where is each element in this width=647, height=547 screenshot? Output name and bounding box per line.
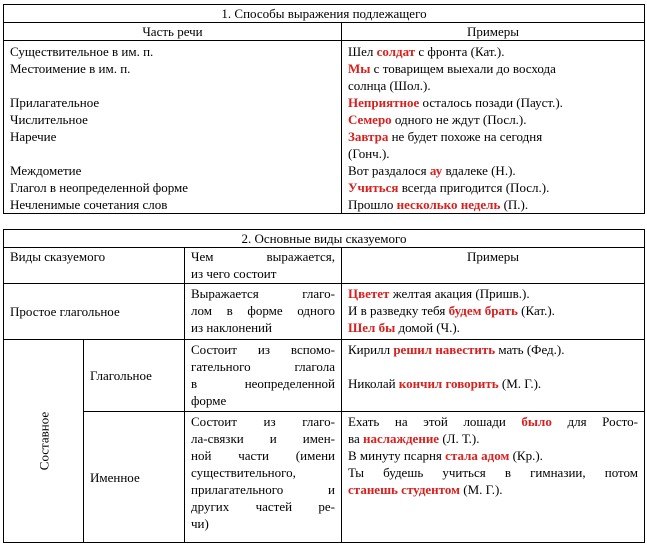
subject-example-line: [348, 145, 638, 162]
nominal-example-line: [348, 430, 638, 447]
subject-example-line: [348, 128, 638, 145]
nominal-means-line: ла-связки и имен-: [191, 431, 335, 446]
part-of-speech-item: Междометие: [10, 163, 82, 178]
subject-example-text: одного не ждут (Посл.).: [391, 112, 527, 127]
simple-example-line: [348, 302, 638, 319]
simple-example-text: И в разведку тебя: [348, 303, 449, 318]
verbal-means: [191, 341, 335, 409]
highlighted-word: наслаждение: [363, 431, 440, 446]
nominal-examples: [348, 413, 638, 498]
highlighted-word: решил навестить: [393, 342, 496, 357]
part-of-speech-item: Числительное: [10, 112, 88, 127]
verbal-means-line: Состоит из вспомо-: [191, 342, 335, 357]
verbal-means-line: в неопределенной: [191, 376, 335, 391]
subject-example-text: с товарищем выехали до восхода: [370, 61, 556, 76]
nominal-example-text: ва: [348, 431, 363, 446]
verbal-means-cell: [185, 340, 342, 412]
nominal-label: Именное: [84, 412, 185, 543]
nominal-example-line: [348, 481, 638, 498]
nominal-example-text: Ехать на этой лошади: [348, 414, 522, 429]
highlighted-word: было: [521, 414, 552, 429]
highlighted-word: Цветет: [348, 286, 390, 301]
means-header-line-2: из чего состоит: [191, 266, 277, 281]
subject-example-line: [348, 111, 638, 128]
compound-cell: [4, 340, 84, 543]
examples-header-2: Примеры: [342, 248, 645, 284]
simple-examples: [348, 285, 638, 336]
subject-example-line: [348, 60, 638, 77]
subject-example-line: [348, 77, 638, 94]
part-of-speech-item: Наречие: [10, 129, 57, 144]
simple-example-line: [348, 319, 638, 336]
simple-means: [191, 285, 335, 336]
highlighted-word: Шел бы: [348, 320, 396, 335]
simple-examples-cell: [342, 284, 645, 340]
examples-cell: [342, 41, 645, 214]
nominal-means-line: существительного,: [191, 465, 296, 480]
simple-means-line: лом в форме одного: [191, 303, 335, 318]
subject-example-line: [348, 162, 638, 179]
highlighted-word: будем брать: [448, 303, 518, 318]
subject-example-text: Вот раздалося: [348, 163, 430, 178]
nominal-means-line: других частей ре-: [191, 499, 335, 514]
subject-example-text: не будет похоже на сегодня: [388, 129, 543, 144]
part-of-speech-item: Прилагательное: [10, 95, 100, 110]
simple-means-line: Выражается глаго-: [191, 286, 335, 301]
part-of-speech-item: Нечленимые сочетания слов: [10, 197, 168, 212]
nominal-example-text: В минуту псарня: [348, 448, 446, 463]
nominal-example-text: для Росто-: [551, 414, 639, 429]
subject-example-line: [348, 94, 638, 111]
verbal-example-text: мать (Фед.).: [495, 342, 565, 357]
nominal-means-line: прилагательного и: [191, 482, 335, 497]
section1-title: 1. Способы выражения подлежащего: [4, 5, 645, 23]
highlighted-word: солдат: [376, 44, 416, 59]
nominal-example-line: [348, 413, 638, 430]
subject-example-text: (Гонч.).: [348, 146, 390, 161]
verbal-example-line: [348, 341, 638, 358]
nominal-example-text: (М. Г.).: [460, 482, 503, 497]
highlighted-word: Мы: [348, 61, 371, 76]
subject-example-text: (П.).: [500, 197, 529, 212]
spacer: [10, 77, 335, 94]
simple-means-cell: [185, 284, 342, 340]
subject-example-text: Прошло: [348, 197, 397, 212]
verbal-label: Глагольное: [84, 340, 185, 412]
predicate-table: [3, 229, 645, 543]
simple-example-text: домой (Ч.).: [395, 320, 460, 335]
parts-list: [10, 43, 335, 213]
verbal-means-line: гательного глагола: [191, 359, 335, 374]
verbal-example-text: Кирилл: [348, 342, 394, 357]
subject-example-line: [348, 179, 638, 196]
nominal-example-line: [348, 447, 638, 464]
parts-cell: [4, 41, 342, 214]
simple-verbal-label: Простое глагольное: [4, 284, 185, 340]
highlighted-word: Завтра: [348, 129, 389, 144]
nominal-means-cell: [185, 412, 342, 543]
highlighted-word: Неприятное: [348, 95, 420, 110]
verbal-example-line: [348, 358, 638, 375]
subject-example-text: всегда пригодится (Посл.).: [398, 180, 550, 195]
part-of-speech-item: Существительное в им. п.: [10, 44, 154, 59]
spacer: [10, 145, 335, 162]
highlighted-word: стала адом: [445, 448, 510, 463]
means-header: [185, 248, 342, 284]
subject-table: [3, 4, 645, 214]
examples-header: Примеры: [342, 23, 645, 41]
simple-means-line: из наклонений: [191, 320, 272, 335]
simple-example-text: (Кат.).: [517, 303, 555, 318]
verbal-examples: [348, 341, 638, 392]
nominal-example-line: [348, 464, 638, 481]
highlighted-word: несколько недель: [396, 197, 501, 212]
compound-label: Составное: [36, 411, 51, 471]
nominal-example-text: (Кр.).: [509, 448, 543, 463]
highlighted-word: ау: [429, 163, 443, 178]
verbal-example-text: Николай: [348, 376, 399, 391]
simple-example-line: [348, 285, 638, 302]
subject-example-text: вдалеке (Н.).: [442, 163, 516, 178]
verbal-examples-cell: [342, 340, 645, 412]
nominal-examples-cell: [342, 412, 645, 543]
simple-example-text: желтая акация (Пришв.).: [389, 286, 530, 301]
nominal-means-line: ной части (имени: [191, 448, 335, 463]
nominal-means-line: чи): [191, 516, 209, 531]
subject-example-text: осталось позади (Пауст.).: [419, 95, 563, 110]
nominal-means: [191, 413, 335, 532]
highlighted-word: кончил говорить: [398, 376, 499, 391]
section2-title: 2. Основные виды сказуемого: [4, 230, 645, 248]
kinds-header: Виды сказуемого: [4, 248, 185, 284]
nominal-example-text: Ты будешь учиться в гимназии, потом: [348, 465, 639, 480]
subject-example-text: с фронта (Кат.).: [415, 44, 505, 59]
part-of-speech-header: Часть речи: [4, 23, 342, 41]
highlighted-word: станешь студентом: [348, 482, 460, 497]
subject-example-line: [348, 196, 638, 213]
subject-example-text: солнца (Шол.).: [348, 78, 431, 93]
part-of-speech-item: Глагол в неопределенной форме: [10, 180, 189, 195]
subject-example-line: [348, 43, 638, 60]
verbal-example-text: (М. Г.).: [498, 376, 542, 391]
examples-list: [348, 43, 638, 213]
nominal-example-text: (Л. Т.).: [439, 431, 480, 446]
verbal-means-line: форме: [191, 393, 227, 408]
means-header-line-1: Чем выражается,: [191, 249, 335, 264]
part-of-speech-item: Местоимение в им. п.: [10, 61, 131, 76]
highlighted-word: Семеро: [348, 112, 392, 127]
verbal-example-line: [348, 375, 638, 392]
nominal-means-line: Состоит из глаго-: [191, 414, 335, 429]
highlighted-word: Учиться: [348, 180, 399, 195]
subject-example-text: Шел: [348, 44, 377, 59]
